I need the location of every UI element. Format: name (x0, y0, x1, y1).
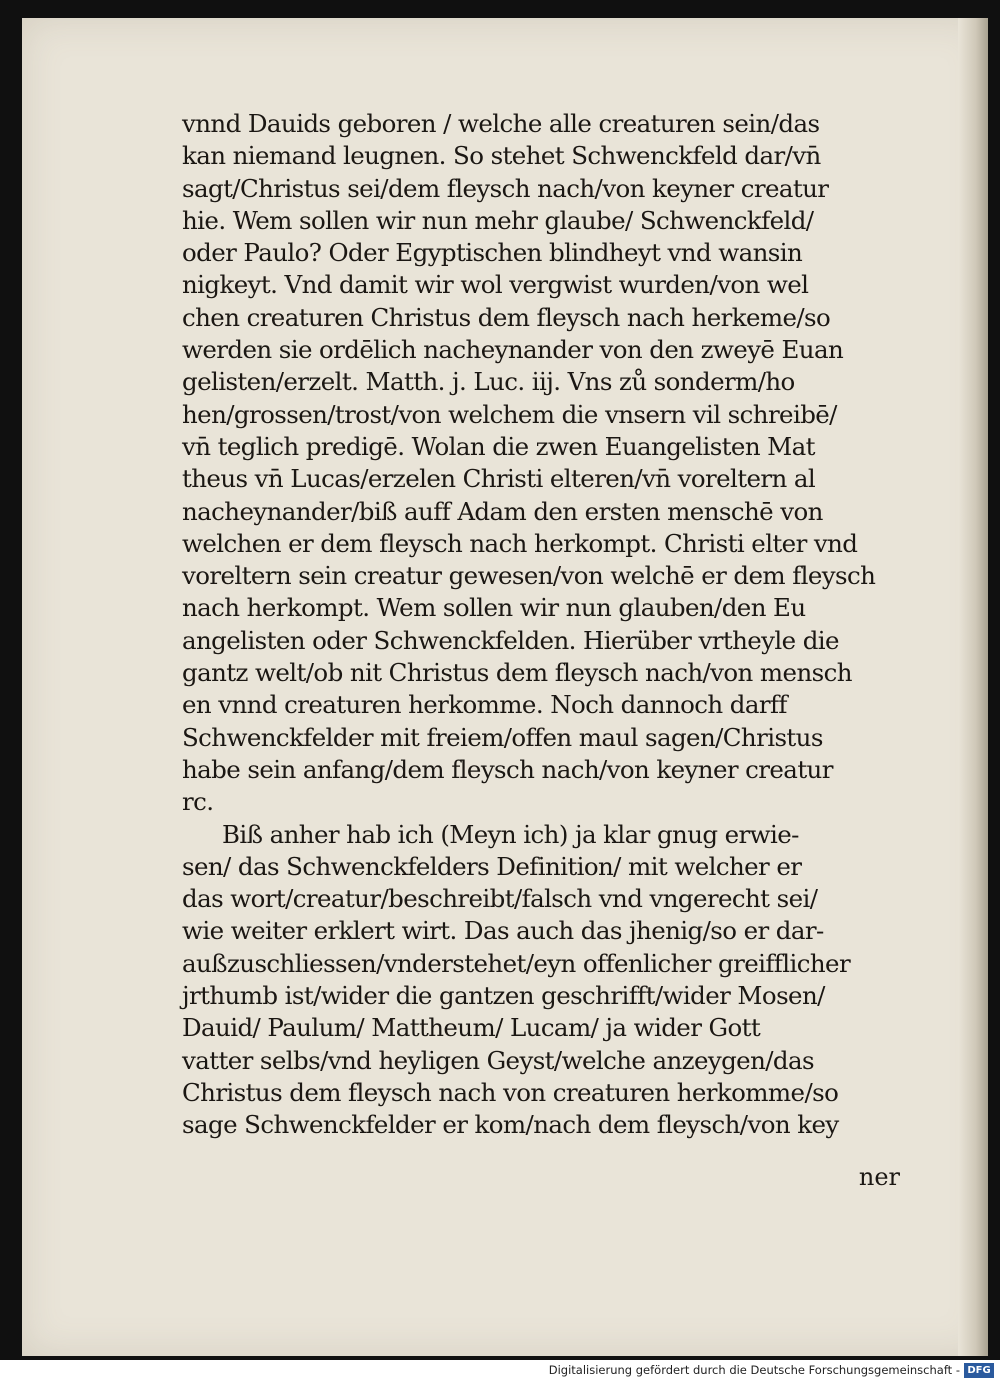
text-line: kan niemand leugnen. So stehet Schwenckfeld dar/vn̄ (182, 141, 821, 171)
text-line: gantz welt/ob nit Christus dem fleysch nach/von mensch (182, 658, 852, 688)
text-line: sage Schwenckfelder er kom/nach dem fleysch/von key (182, 1110, 839, 1140)
text-line: angelisten oder Schwenckfelden. Hierüber vrtheyle die (182, 625, 839, 655)
text-line: Schwenckfelder mit freiem/offen maul sagen/Christus (182, 722, 823, 752)
text-line: hen/grossen/trost/von welchem die vnsern vil schreibē/ (182, 399, 837, 429)
text-line: sen/ das Schwenckfelders Definition/ mit welcher er (182, 851, 802, 881)
text-line: hie. Wem sollen wir nun mehr glaube/ Schwenckfeld/ (182, 205, 814, 235)
dfg-logo[interactable]: DFG (964, 1363, 994, 1378)
text-line: Christus dem fleysch nach von creaturen herkomme/so (182, 1077, 839, 1107)
text-line: gelisten/erzelt. Matth. j. Luc. iij. Vns zů sonderm/ho (182, 367, 795, 397)
text-line: außzuschliessen/vnderstehet/eyn offenlicher greifflicher (182, 948, 851, 978)
footer-bar (0, 1360, 1000, 1381)
text-line: jrthumb ist/wider die gantzen geschrifft/wider Mosen/ (182, 981, 825, 1011)
text-line: chen creaturen Christus dem fleysch nach herkeme/so (182, 302, 831, 332)
funding-credit: Digitalisierung gefördert durch die Deutsche Forschungsgemeinschaft - (548, 1363, 960, 1377)
page-gutter (958, 18, 988, 1356)
text-line: wie weiter erklert wirt. Das auch das jhenig/so er dar- (182, 916, 824, 946)
text-line: das wort/creatur/beschreibt/falsch vnd vngerecht sei/ (182, 884, 818, 914)
text-line: vatter selbs/vnd heyligen Geyst/welche anzeygen/das (182, 1045, 814, 1075)
text-line: nach herkompt. Wem sollen wir nun glauben/den Eu (182, 593, 806, 623)
catchword: ner (858, 1163, 900, 1191)
text-line: oder Paulo? Oder Egyptischen blindheyt vnd wansin (182, 238, 803, 268)
text-line: habe sein anfang/dem fleysch nach/von keyner creatur (182, 754, 833, 784)
text-line: nacheynander/biß auff Adam den ersten menschē von (182, 496, 823, 526)
text-line: Dauid/ Paulum/ Mattheum/ Lucam/ ja wider Gott (182, 1013, 761, 1043)
text-line: nigkeyt. Vnd damit wir wol vergwist wurden/von wel (182, 270, 809, 300)
text-line: welchen er dem fleysch nach herkompt. Christi elter vnd (182, 528, 858, 558)
text-line: vnnd Dauids geboren / welche alle creaturen sein/das (182, 109, 820, 138)
text-line: en vnnd creaturen herkomme. Noch dannoch darff (182, 690, 787, 720)
page-text (182, 108, 922, 1142)
paragraph-start-line: Biß anher hab ich (Meyn ich) ja klar gnug erwie- (222, 819, 799, 849)
text-line: voreltern sein creatur gewesen/von welchē er dem fleysch (182, 561, 876, 591)
text-line: vn̄ teglich predigē. Wolan die zwen Euangelisten Mat (182, 431, 815, 461)
text-line: rc. (182, 787, 214, 817)
text-line: theus vn̄ Lucas/erzelen Christi elteren/vn̄ voreltern al (182, 464, 816, 494)
text-line: werden sie ordēlich nacheynander von den zweyē Euan (182, 335, 844, 365)
text-line: sagt/Christus sei/dem fleysch nach/von keyner creatur (182, 173, 829, 203)
